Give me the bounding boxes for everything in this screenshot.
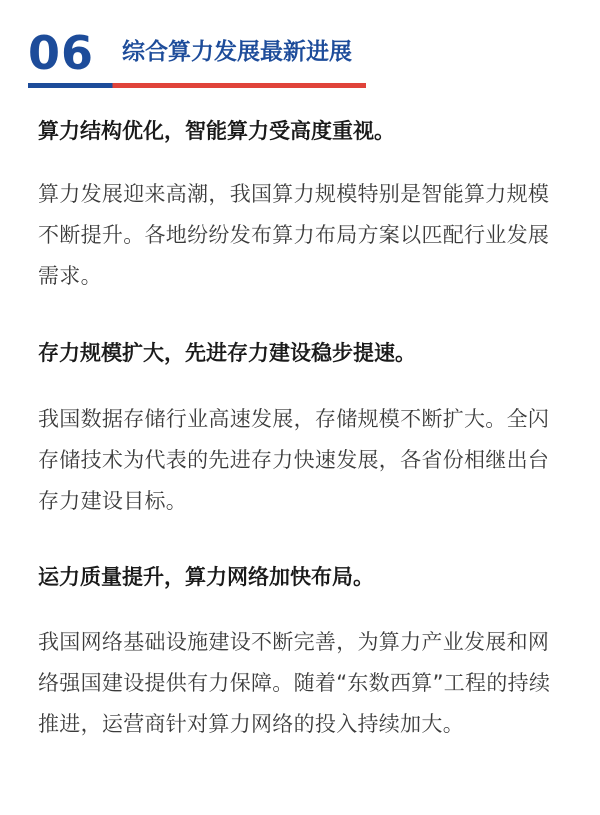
subheading-network-capacity: 运力质量提升，算力网络加快布局。: [38, 565, 374, 589]
section-title: 综合算力发展最新进展: [122, 39, 352, 65]
paragraph-network-capacity: 我国网络基础设施建设不断完善，为算力产业发展和网络强国建设提供有力保障。随着“东数西算”工程的持续推进，运营商针对算力网络的投入持续加大。: [38, 630, 551, 736]
subheading-storage-capacity: 存力规模扩大，先进存力建设稳步提速。: [38, 341, 416, 365]
section-header: [28, 22, 368, 88]
paragraph-compute-structure: 算力发展迎来高潮，我国算力规模特别是智能算力规模不断提升。各地纷纷发布算力布局方案以匹配行业发展需求。: [38, 182, 550, 288]
paragraph-storage-capacity: 我国数据存储行业高速发展，存储规模不断扩大。全闪存储技术为代表的先进存力快速发展，各省份相继出台存力建设目标。: [38, 407, 550, 513]
section-number: 06: [28, 26, 95, 80]
subheading-compute-structure: 算力结构优化，智能算力受高度重视。: [38, 119, 395, 143]
header-underline-bar: [28, 83, 366, 88]
